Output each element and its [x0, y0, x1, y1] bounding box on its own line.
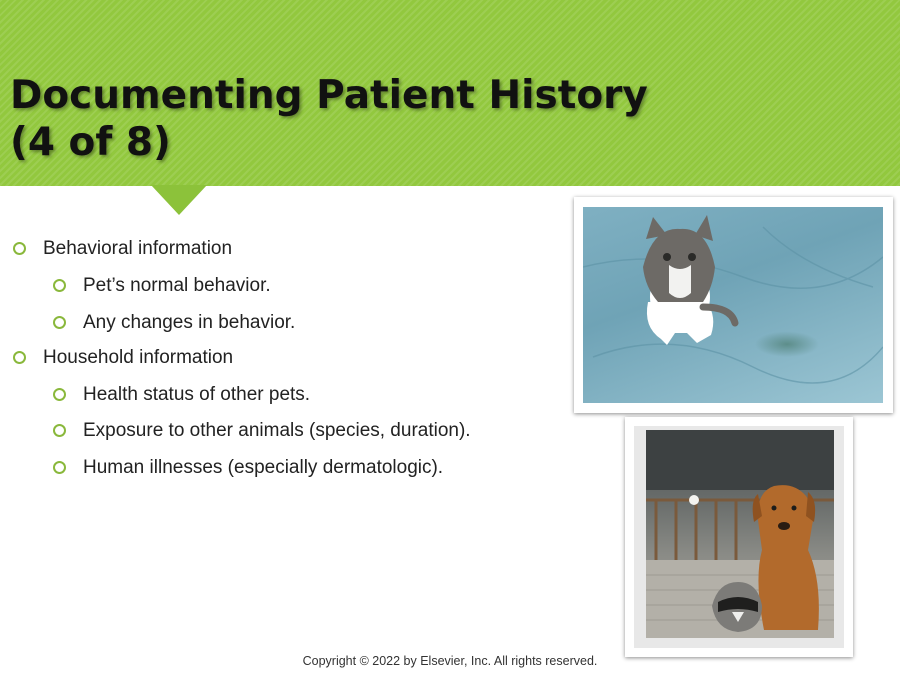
- bullet-circle-icon: [53, 316, 66, 329]
- cat-illustration: [583, 207, 883, 403]
- bullet-item-level2: [83, 274, 271, 298]
- slide-title-line-1: Documenting Patient History: [10, 73, 648, 118]
- banner-notch: [151, 185, 207, 215]
- dog-raccoon-photo: [646, 430, 834, 638]
- bullet-item-level2: [83, 311, 295, 335]
- bullet-item-level2: [83, 419, 471, 443]
- bullet-item-level1: [43, 237, 232, 261]
- bullet-text: Human illnesses (especially dermatologic).: [83, 457, 444, 478]
- bullet-text: Behavioral information: [43, 238, 233, 259]
- bullet-circle-icon: [53, 461, 66, 474]
- bullet-text: Health status of other pets.: [83, 384, 311, 405]
- slide-title-line-2: (4 of 8): [10, 120, 171, 165]
- bullet-text: Pet’s normal behavior.: [83, 275, 271, 296]
- bullet-text: Exposure to other animals (species, duration).: [83, 420, 471, 441]
- bullet-circle-icon: [13, 242, 26, 255]
- bullet-item-level1: [43, 346, 233, 370]
- bullet-circle-icon: [53, 279, 66, 292]
- dog-raccoon-illustration: [646, 430, 834, 638]
- bullet-circle-icon: [13, 351, 26, 364]
- cat-photo-frame: [574, 197, 893, 413]
- dog-raccoon-photo-frame: [625, 417, 853, 657]
- door-frame: [634, 426, 844, 648]
- cat-photo: [583, 207, 883, 403]
- copyright-footer: Copyright © 2022 by Elsevier, Inc. All rights reserved.: [302, 654, 598, 668]
- bullet-item-level2: [83, 383, 310, 407]
- bullet-text: Any changes in behavior.: [83, 312, 296, 333]
- bullet-item-level2: [83, 456, 443, 480]
- bullet-circle-icon: [53, 388, 66, 401]
- slide-title: [10, 72, 648, 166]
- bullet-circle-icon: [53, 424, 66, 437]
- bullet-text: Household information: [43, 347, 234, 368]
